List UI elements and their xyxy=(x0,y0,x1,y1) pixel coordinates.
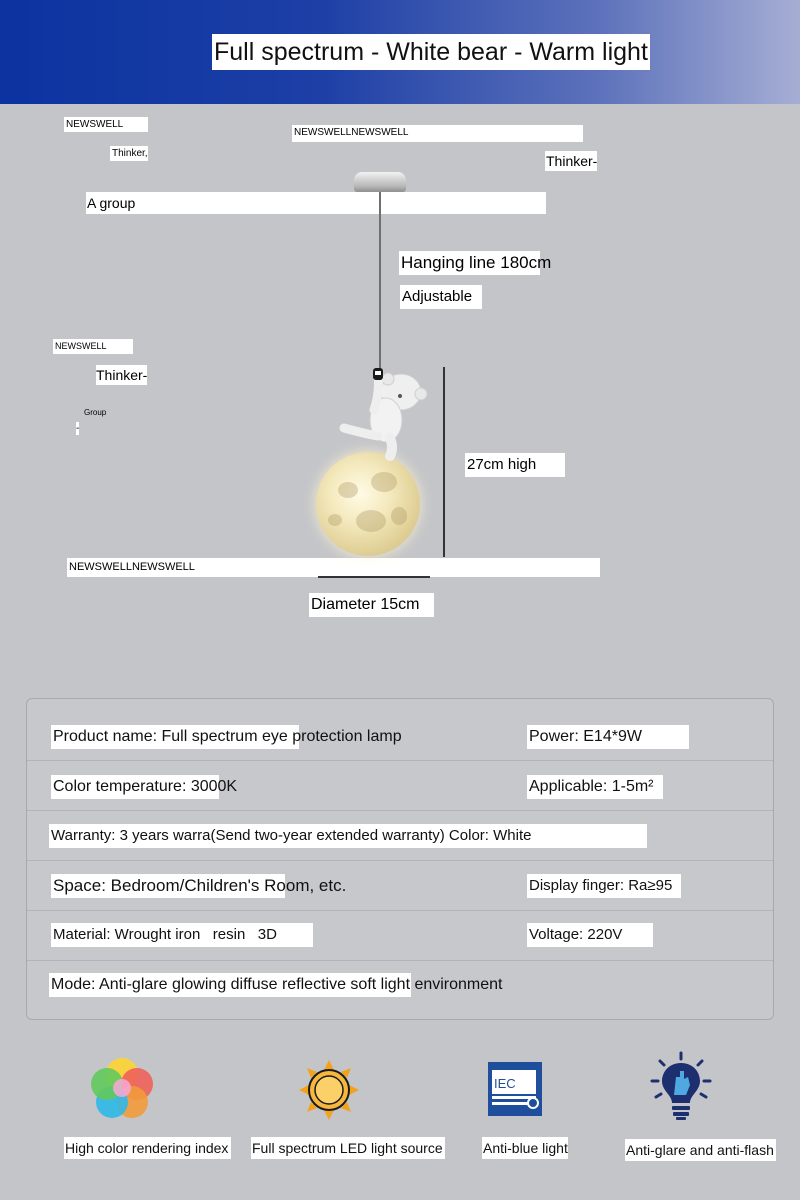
bear-figure-icon xyxy=(338,362,438,462)
feature-label: Anti-glare and anti-flash xyxy=(625,1139,776,1161)
watermark-text: NEWSWELLNEWSWELL xyxy=(67,558,600,577)
spec-display-finger: Display finger: Ra≥95 xyxy=(527,874,681,898)
spec-row xyxy=(27,811,773,861)
hanging-line-label: Hanging line 180cm xyxy=(399,251,540,275)
watermark-text: NEWSWELL xyxy=(64,117,148,132)
height-label: 27cm high xyxy=(465,453,565,477)
feature-label: Full spectrum LED light source xyxy=(251,1137,445,1159)
feature-label: High color rendering index xyxy=(64,1137,231,1159)
page-title: Full spectrum - White bear - Warm light xyxy=(212,34,650,70)
diameter-measure-line xyxy=(318,576,430,578)
iec-certificate-icon xyxy=(487,1061,543,1117)
iec-badge-text: IEC xyxy=(494,1076,516,1091)
spec-warranty-color: Warranty: 3 years warra(Send two-year extended warranty) Color: White xyxy=(49,824,647,848)
watermark-text: A group xyxy=(86,192,546,214)
watermark-text: NEWSWELL xyxy=(53,339,133,354)
spec-color-temperature: Color temperature: 3000K xyxy=(51,775,219,799)
watermark-text: Thinker- xyxy=(546,153,598,169)
watermark-text: NEWSWELLNEWSWELL xyxy=(292,125,583,142)
adjustable-label: Adjustable xyxy=(400,285,482,309)
spec-voltage: Voltage: 220V xyxy=(527,923,653,947)
spec-power: Power: E14*9W xyxy=(527,725,689,749)
height-measure-line xyxy=(443,367,445,557)
spec-mode: Mode: Anti-glare glowing diffuse reflective soft light environment xyxy=(49,973,411,997)
spec-applicable: Applicable: 1-5m² xyxy=(527,775,663,799)
spec-row xyxy=(27,861,773,911)
watermark-text: Thinker, xyxy=(112,148,148,159)
spec-table xyxy=(26,698,774,1020)
hanging-cord xyxy=(379,192,381,374)
feature-label: Anti-blue light xyxy=(482,1137,568,1159)
sun-icon xyxy=(297,1058,361,1122)
lightbulb-hand-icon xyxy=(650,1051,712,1121)
spec-material: Material: Wrought iron resin 3D xyxy=(51,923,313,947)
diameter-label: Diameter 15cm xyxy=(309,593,434,617)
spec-row xyxy=(27,961,773,1019)
watermark-text: Thinker- xyxy=(96,367,148,383)
spec-row xyxy=(27,761,773,811)
color-wheel-icon xyxy=(88,1054,156,1122)
moon-lampshade xyxy=(316,452,420,556)
spec-row xyxy=(27,711,773,761)
spec-row xyxy=(27,911,773,961)
watermark-text: Group xyxy=(84,408,107,417)
spec-space: Space: Bedroom/Children's Room, etc. xyxy=(51,874,285,898)
lamp-canopy xyxy=(354,172,406,192)
spec-product-name: Product name: Full spectrum eye protection lamp xyxy=(51,725,299,749)
watermark-text: - xyxy=(76,423,80,434)
